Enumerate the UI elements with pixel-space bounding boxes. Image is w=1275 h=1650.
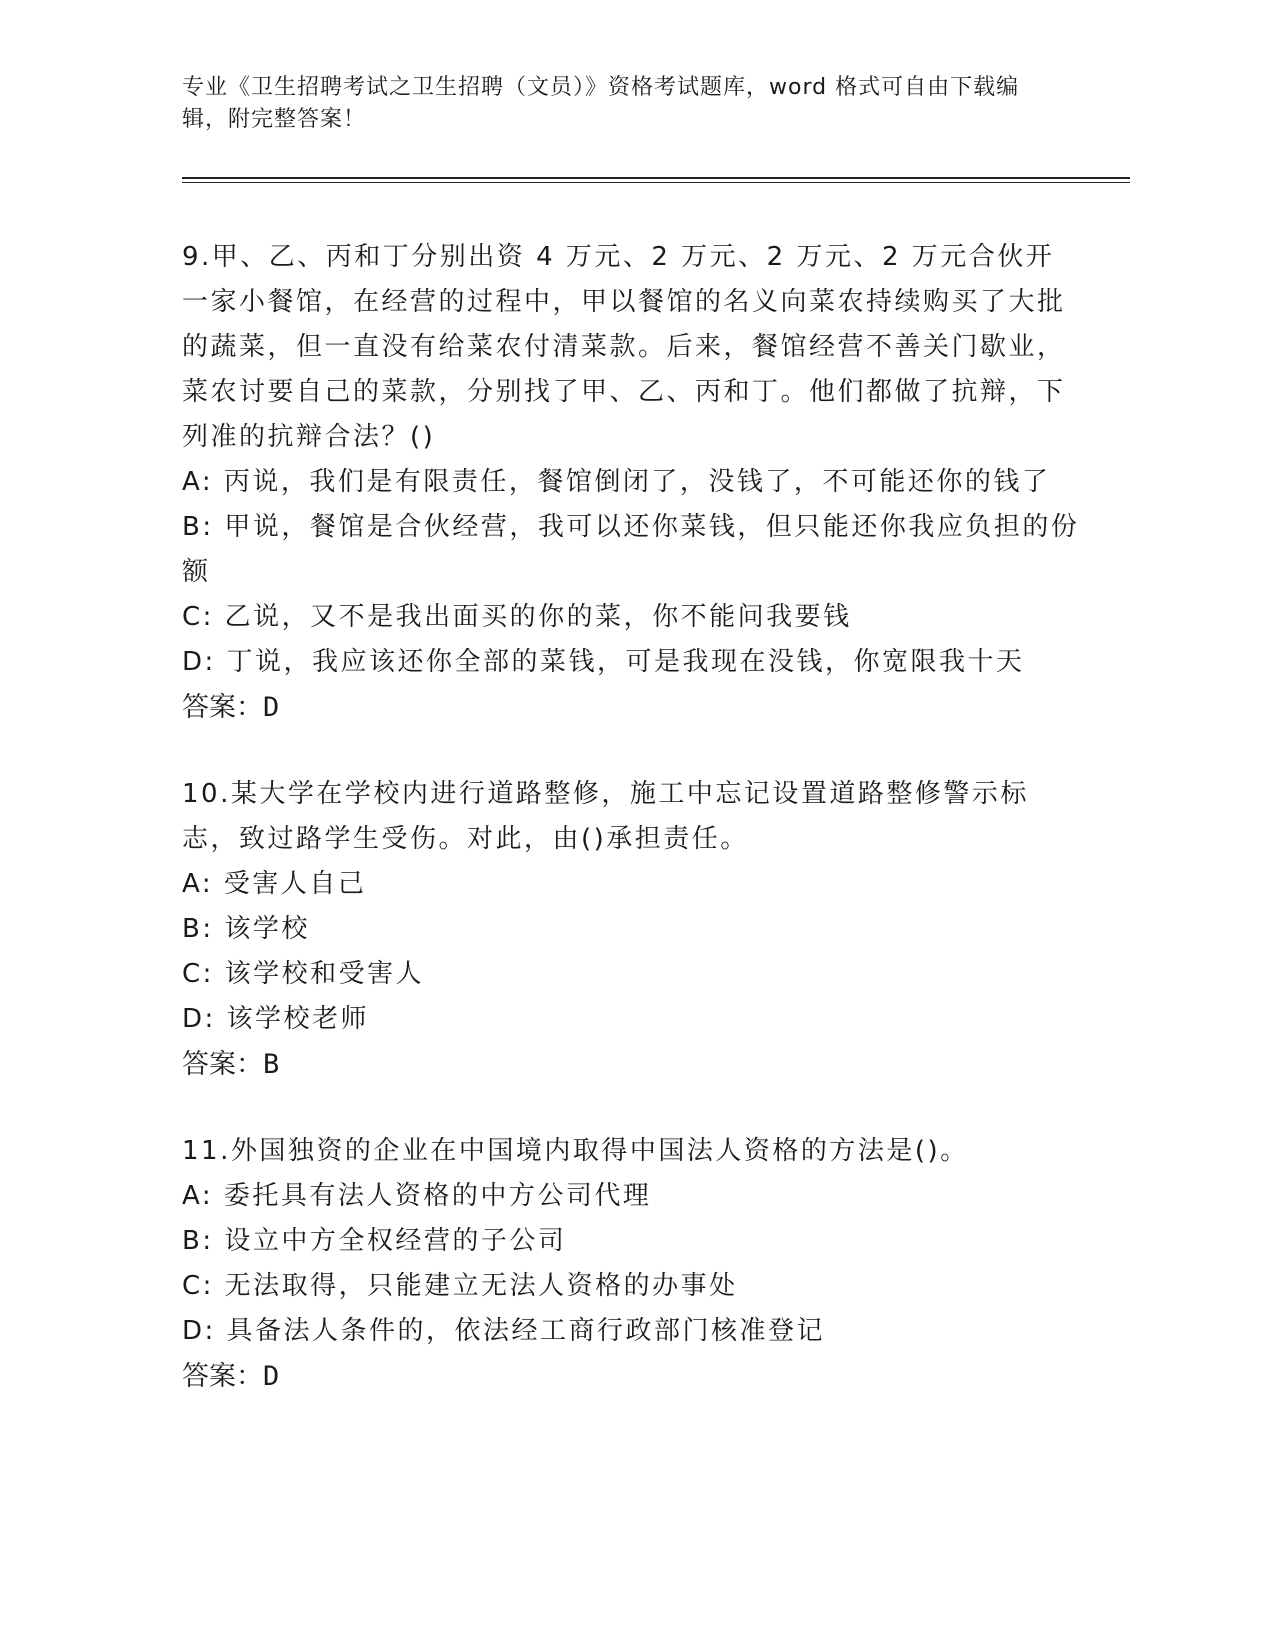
option-d: D: 丁说，我应该还你全部的菜钱，可是我现在没钱，你宽限我十天 — [182, 647, 1025, 677]
option-a: A: 丙说，我们是有限责任，餐馆倒闭了，没钱了，不可能还你的钱了 — [182, 467, 1051, 497]
question-list — [182, 235, 1082, 1441]
option-c: C: 该学校和受害人 — [182, 959, 425, 989]
option-b: B: 该学校 — [182, 914, 310, 944]
option-a: A: 受害人自己 — [182, 869, 367, 899]
answer-value: D — [263, 1361, 280, 1392]
option-a: A: 委托具有法人资格的中方公司代理 — [182, 1181, 652, 1211]
answer-line — [182, 1354, 1082, 1399]
option-b: B: 设立中方全权经营的子公司 — [182, 1226, 567, 1256]
option-c: C: 无法取得，只能建立无法人资格的办事处 — [182, 1271, 738, 1301]
answer-label: 答案： — [182, 1049, 263, 1080]
option-d: D: 具备法人条件的，依法经工商行政部门核准登记 — [182, 1316, 826, 1346]
document-header: 专业《卫生招聘考试之卫生招聘（文员）》资格考试题库，word 格式可自由下载编辑，附完整答案！ — [182, 75, 1020, 132]
answer-value: B — [263, 1049, 280, 1080]
question-text: 10.某大学在学校内进行道路整修，施工中忘记设置道路整修警示标志，致过路学生受伤。对此，由()承担责任。 — [182, 779, 1029, 854]
answer-line — [182, 685, 1082, 730]
option-b: B: 甲说，餐馆是合伙经营，我可以还你菜钱，但只能还你我应负担的份额 — [182, 512, 1080, 587]
answer-label: 答案： — [182, 692, 263, 723]
header-divider-thick — [182, 177, 1130, 179]
option-d: D: 该学校老师 — [182, 1004, 370, 1034]
answer-line — [182, 1042, 1082, 1087]
question-text: 11.外国独资的企业在中国境内取得中国法人资格的方法是()。 — [182, 1136, 969, 1166]
question-10 — [182, 772, 1082, 1087]
answer-label: 答案： — [182, 1361, 263, 1392]
question-11 — [182, 1129, 1082, 1399]
option-c: C: 乙说，又不是我出面买的你的菜，你不能问我要钱 — [182, 602, 852, 632]
question-9 — [182, 235, 1082, 730]
answer-value: D — [263, 692, 280, 723]
header-divider-thin — [182, 182, 1130, 183]
question-text: 9.甲、乙、丙和丁分别出资 4 万元、2 万元、2 万元、2 万元合伙开一家小餐馆，在经营的过程中，甲以餐馆的名义向菜农持续购买了大批的蔬菜，但一直没有给菜农付清菜款。后来，餐馆经营不善关门歇业，菜农讨要自己的菜款，分别找了甲、乙、丙和丁。他们都做了抗辩，下列准的抗辩合法？() — [182, 242, 1066, 452]
